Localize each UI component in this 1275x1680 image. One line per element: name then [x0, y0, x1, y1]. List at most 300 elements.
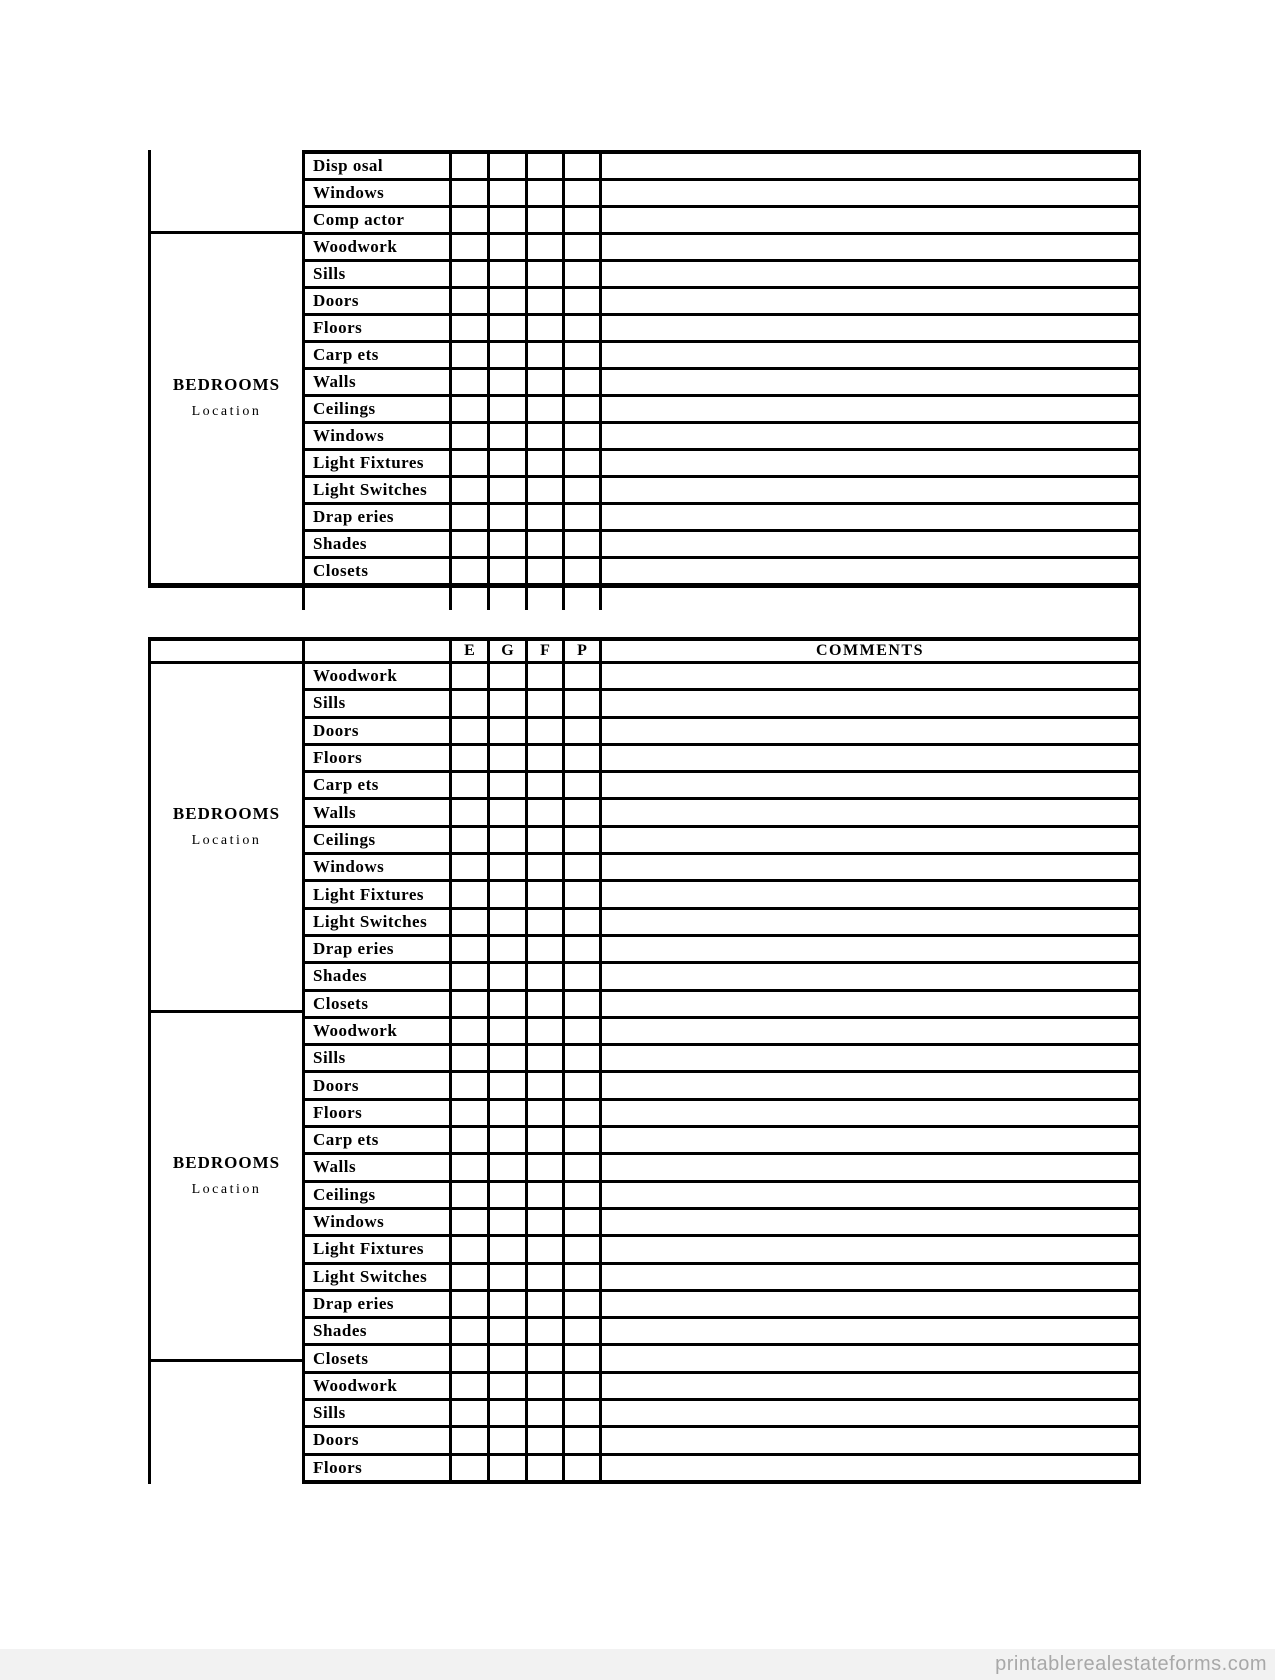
- rating-cell-f[interactable]: [528, 1237, 565, 1261]
- rating-cell-e[interactable]: [452, 343, 490, 367]
- rating-cell-f[interactable]: [528, 424, 565, 448]
- rating-cell-g[interactable]: [490, 208, 528, 232]
- rating-cell-f[interactable]: [528, 1346, 565, 1370]
- comments-cell[interactable]: [602, 316, 1141, 340]
- rating-cell-p[interactable]: [565, 992, 602, 1016]
- comments-cell[interactable]: [602, 882, 1141, 906]
- rating-cell-p[interactable]: [565, 800, 602, 824]
- rating-cell-g[interactable]: [490, 855, 528, 879]
- item-label: Shades: [302, 532, 452, 556]
- rating-cell-g[interactable]: [490, 1073, 528, 1097]
- rating-cell-g[interactable]: [490, 1019, 528, 1043]
- rating-cell-e[interactable]: [452, 1428, 490, 1452]
- item-label: Shades: [302, 964, 452, 988]
- rating-cell-g[interactable]: [490, 910, 528, 934]
- rating-cell-p[interactable]: [565, 773, 602, 797]
- table-row: [302, 1073, 1141, 1100]
- rating-cell-p[interactable]: [565, 208, 602, 232]
- comments-cell[interactable]: [602, 478, 1141, 502]
- comments-cell[interactable]: [602, 532, 1141, 556]
- rating-cell-g[interactable]: [490, 800, 528, 824]
- rating-cell-f[interactable]: [528, 800, 565, 824]
- comments-cell[interactable]: [602, 937, 1141, 961]
- rating-cell-g[interactable]: [490, 882, 528, 906]
- gridline-stub: [565, 588, 602, 610]
- rating-cell-e[interactable]: [452, 691, 490, 715]
- rating-cell-p[interactable]: [565, 1374, 602, 1398]
- rating-cell-e[interactable]: [452, 1073, 490, 1097]
- rating-cell-e[interactable]: [452, 1265, 490, 1289]
- item-label: Woodwork: [302, 1374, 452, 1398]
- item-label: Walls: [302, 1155, 452, 1179]
- comments-cell[interactable]: [602, 910, 1141, 934]
- rating-cell-g[interactable]: [490, 1319, 528, 1343]
- rating-cell-p[interactable]: [565, 262, 602, 286]
- rating-cell-e[interactable]: [452, 208, 490, 232]
- table-row: [302, 181, 1141, 208]
- rating-cell-f[interactable]: [528, 773, 565, 797]
- rating-cell-g[interactable]: [490, 343, 528, 367]
- rating-cell-p[interactable]: [565, 370, 602, 394]
- rating-cell-g[interactable]: [490, 532, 528, 556]
- comments-cell[interactable]: [602, 1155, 1141, 1179]
- rating-cell-g[interactable]: [490, 664, 528, 688]
- rating-cell-g[interactable]: [490, 1155, 528, 1179]
- rating-cell-p[interactable]: [565, 235, 602, 259]
- comments-cell[interactable]: [602, 397, 1141, 421]
- item-label: Woodwork: [302, 1019, 452, 1043]
- rating-cell-f[interactable]: [528, 451, 565, 475]
- comments-cell[interactable]: [602, 1374, 1141, 1398]
- rating-cell-f[interactable]: [528, 1456, 565, 1480]
- rating-cell-p[interactable]: [565, 910, 602, 934]
- item-label: Drap eries: [302, 505, 452, 529]
- rating-cell-g[interactable]: [490, 1237, 528, 1261]
- table-row: [302, 1346, 1141, 1373]
- comments-cell[interactable]: [602, 1265, 1141, 1289]
- rating-cell-e[interactable]: [452, 1237, 490, 1261]
- rating-cell-p[interactable]: [565, 1292, 602, 1316]
- comments-cell[interactable]: [602, 181, 1141, 205]
- rating-cell-p[interactable]: [565, 746, 602, 770]
- rating-cell-f[interactable]: [528, 262, 565, 286]
- comments-cell[interactable]: [602, 855, 1141, 879]
- comments-cell[interactable]: [602, 1319, 1141, 1343]
- rating-cell-p[interactable]: [565, 154, 602, 178]
- rating-cell-g[interactable]: [490, 478, 528, 502]
- comments-cell[interactable]: [602, 1346, 1141, 1370]
- rating-cell-e[interactable]: [452, 1155, 490, 1179]
- rating-cell-f[interactable]: [528, 1046, 565, 1070]
- rating-cell-p[interactable]: [565, 424, 602, 448]
- rating-cell-p[interactable]: [565, 828, 602, 852]
- rating-cell-e[interactable]: [452, 397, 490, 421]
- rating-cell-e[interactable]: [452, 1210, 490, 1234]
- table-row: [302, 370, 1141, 397]
- rating-cell-p[interactable]: [565, 1183, 602, 1207]
- rating-cell-p[interactable]: [565, 1265, 602, 1289]
- rating-cell-p[interactable]: [565, 1101, 602, 1125]
- rating-cell-e[interactable]: [452, 1456, 490, 1480]
- rating-cell-p[interactable]: [565, 719, 602, 743]
- rating-cell-g[interactable]: [490, 1128, 528, 1152]
- rating-cell-e[interactable]: [452, 478, 490, 502]
- rating-cell-g[interactable]: [490, 289, 528, 313]
- gridline-stub: [490, 588, 528, 610]
- table-row: [302, 664, 1141, 691]
- rating-cell-f[interactable]: [528, 1101, 565, 1125]
- rating-cell-e[interactable]: [452, 532, 490, 556]
- rating-cell-g[interactable]: [490, 964, 528, 988]
- item-label: Disp osal: [302, 154, 452, 178]
- item-label: Doors: [302, 1073, 452, 1097]
- rating-cell-e[interactable]: [452, 1019, 490, 1043]
- comments-cell[interactable]: [602, 370, 1141, 394]
- comments-cell[interactable]: [602, 964, 1141, 988]
- inspection-table-main: [148, 637, 1141, 1484]
- rating-cell-g[interactable]: [490, 559, 528, 583]
- rating-cell-e[interactable]: [452, 1292, 490, 1316]
- rating-cell-p[interactable]: [565, 1128, 602, 1152]
- rating-cell-g[interactable]: [490, 746, 528, 770]
- rating-cell-e[interactable]: [452, 181, 490, 205]
- rating-cell-e[interactable]: [452, 992, 490, 1016]
- rating-cell-p[interactable]: [565, 1019, 602, 1043]
- item-label: Shades: [302, 1319, 452, 1343]
- rating-cell-p[interactable]: [565, 855, 602, 879]
- rating-cell-g[interactable]: [490, 451, 528, 475]
- comments-cell[interactable]: [602, 992, 1141, 1016]
- rating-cell-p[interactable]: [565, 1346, 602, 1370]
- comments-cell[interactable]: [602, 1101, 1141, 1125]
- rating-cell-f[interactable]: [528, 828, 565, 852]
- rating-cell-f[interactable]: [528, 992, 565, 1016]
- rating-cell-e[interactable]: [452, 262, 490, 286]
- rating-cell-f[interactable]: [528, 1183, 565, 1207]
- rating-cell-p[interactable]: [565, 397, 602, 421]
- comments-cell[interactable]: [602, 505, 1141, 529]
- rating-cell-p[interactable]: [565, 664, 602, 688]
- rating-cell-f[interactable]: [528, 855, 565, 879]
- rating-cell-g[interactable]: [490, 424, 528, 448]
- comments-cell[interactable]: [602, 559, 1141, 583]
- rating-cell-f[interactable]: [528, 208, 565, 232]
- rating-cell-f[interactable]: [528, 478, 565, 502]
- table-row: [302, 1183, 1141, 1210]
- comments-cell[interactable]: [602, 1401, 1141, 1425]
- rating-cell-p[interactable]: [565, 1319, 602, 1343]
- rating-cell-p[interactable]: [565, 1073, 602, 1097]
- rating-cell-f[interactable]: [528, 397, 565, 421]
- rating-cell-e[interactable]: [452, 882, 490, 906]
- footer-bar: [0, 1649, 1275, 1680]
- rating-cell-p[interactable]: [565, 1237, 602, 1261]
- rating-cell-f[interactable]: [528, 719, 565, 743]
- rating-cell-e[interactable]: [452, 855, 490, 879]
- header-left-cell: [151, 641, 302, 664]
- rating-cell-f[interactable]: [528, 289, 565, 313]
- rating-cell-f[interactable]: [528, 964, 565, 988]
- rating-cell-e[interactable]: [452, 505, 490, 529]
- item-label: Closets: [302, 992, 452, 1016]
- rating-cell-e[interactable]: [452, 800, 490, 824]
- item-label: Light Fixtures: [302, 1237, 452, 1261]
- table-row: [302, 855, 1141, 882]
- comments-cell[interactable]: [602, 262, 1141, 286]
- comments-cell[interactable]: [602, 691, 1141, 715]
- rating-cell-g[interactable]: [490, 1374, 528, 1398]
- rating-cell-f[interactable]: [528, 505, 565, 529]
- rating-cell-f[interactable]: [528, 235, 565, 259]
- rating-cell-g[interactable]: [490, 1346, 528, 1370]
- rating-cell-g[interactable]: [490, 1101, 528, 1125]
- rating-cell-f[interactable]: [528, 370, 565, 394]
- rating-cell-p[interactable]: [565, 937, 602, 961]
- item-label: Windows: [302, 181, 452, 205]
- rating-cell-p[interactable]: [565, 1428, 602, 1452]
- rating-cell-f[interactable]: [528, 343, 565, 367]
- rating-cell-e[interactable]: [452, 746, 490, 770]
- rating-cell-e[interactable]: [452, 235, 490, 259]
- comments-cell[interactable]: [602, 154, 1141, 178]
- rating-cell-f[interactable]: [528, 1155, 565, 1179]
- rating-cell-p[interactable]: [565, 559, 602, 583]
- rating-cell-e[interactable]: [452, 719, 490, 743]
- rating-cell-e[interactable]: [452, 370, 490, 394]
- rating-cell-g[interactable]: [490, 691, 528, 715]
- rating-cell-e[interactable]: [452, 964, 490, 988]
- rating-cell-g[interactable]: [490, 262, 528, 286]
- rating-cell-f[interactable]: [528, 1210, 565, 1234]
- comments-cell[interactable]: [602, 1237, 1141, 1261]
- rating-cell-g[interactable]: [490, 370, 528, 394]
- rating-cell-p[interactable]: [565, 1210, 602, 1234]
- rating-cell-e[interactable]: [452, 424, 490, 448]
- rating-cell-g[interactable]: [490, 154, 528, 178]
- comments-cell[interactable]: [602, 208, 1141, 232]
- rating-cell-p[interactable]: [565, 882, 602, 906]
- rating-cell-f[interactable]: [528, 1292, 565, 1316]
- rating-cell-e[interactable]: [452, 1319, 490, 1343]
- table-row: [302, 1210, 1141, 1237]
- table-row: [302, 1456, 1141, 1480]
- rating-cell-f[interactable]: [528, 1374, 565, 1398]
- rating-cell-p[interactable]: [565, 964, 602, 988]
- rating-cell-g[interactable]: [490, 719, 528, 743]
- item-label: Light Fixtures: [302, 451, 452, 475]
- comments-cell[interactable]: [602, 746, 1141, 770]
- rating-cell-e[interactable]: [452, 1046, 490, 1070]
- comments-cell[interactable]: [602, 1428, 1141, 1452]
- rating-cell-f[interactable]: [528, 691, 565, 715]
- rating-cell-e[interactable]: [452, 828, 490, 852]
- table-row: [302, 800, 1141, 827]
- rating-cell-f[interactable]: [528, 1019, 565, 1043]
- comments-cell[interactable]: [602, 1183, 1141, 1207]
- comments-cell[interactable]: [602, 424, 1141, 448]
- rating-cell-e[interactable]: [452, 559, 490, 583]
- rating-cell-g[interactable]: [490, 397, 528, 421]
- rating-cell-g[interactable]: [490, 1428, 528, 1452]
- table-row: [302, 397, 1141, 424]
- comments-cell[interactable]: [602, 1128, 1141, 1152]
- section-sublabel: Location: [191, 404, 262, 419]
- rating-cell-f[interactable]: [528, 316, 565, 340]
- rating-cell-e[interactable]: [452, 1346, 490, 1370]
- rating-cell-p[interactable]: [565, 1456, 602, 1480]
- table-row: [302, 1319, 1141, 1346]
- comments-cell[interactable]: [602, 235, 1141, 259]
- item-label: Comp actor: [302, 208, 452, 232]
- header-fair: F: [528, 641, 565, 661]
- item-label: Floors: [302, 1101, 452, 1125]
- comments-cell[interactable]: [602, 1046, 1141, 1070]
- rating-cell-f[interactable]: [528, 910, 565, 934]
- header-good: G: [490, 641, 528, 661]
- rating-cell-e[interactable]: [452, 316, 490, 340]
- rating-cell-e[interactable]: [452, 910, 490, 934]
- item-label: Light Switches: [302, 910, 452, 934]
- rating-cell-g[interactable]: [490, 181, 528, 205]
- item-label: Carp ets: [302, 1128, 452, 1152]
- table-row: [302, 1237, 1141, 1264]
- item-label: Windows: [302, 1210, 452, 1234]
- rating-cell-e[interactable]: [452, 773, 490, 797]
- rating-cell-e[interactable]: [452, 1401, 490, 1425]
- rating-cell-f[interactable]: [528, 1319, 565, 1343]
- rating-cell-p[interactable]: [565, 532, 602, 556]
- table-row: [302, 992, 1141, 1019]
- table-row: [302, 691, 1141, 718]
- rating-cell-f[interactable]: [528, 746, 565, 770]
- rating-cell-g[interactable]: [490, 1183, 528, 1207]
- rating-cell-f[interactable]: [528, 181, 565, 205]
- comments-cell[interactable]: [602, 1019, 1141, 1043]
- item-label: Light Fixtures: [302, 882, 452, 906]
- rating-cell-e[interactable]: [452, 289, 490, 313]
- rating-cell-p[interactable]: [565, 289, 602, 313]
- table-row: [302, 451, 1141, 478]
- table-row: [302, 235, 1141, 262]
- rating-cell-p[interactable]: [565, 691, 602, 715]
- rating-cell-g[interactable]: [490, 773, 528, 797]
- comments-cell[interactable]: [602, 1456, 1141, 1480]
- rating-cell-g[interactable]: [490, 505, 528, 529]
- dangling-gridlines: [302, 588, 1141, 610]
- rating-cell-e[interactable]: [452, 154, 490, 178]
- item-rows: [302, 150, 1141, 583]
- item-label: Woodwork: [302, 664, 452, 688]
- rating-cell-p[interactable]: [565, 1046, 602, 1070]
- rating-cell-p[interactable]: [565, 316, 602, 340]
- item-label: Floors: [302, 316, 452, 340]
- rating-cell-g[interactable]: [490, 828, 528, 852]
- rating-cell-f[interactable]: [528, 937, 565, 961]
- item-label: Walls: [302, 800, 452, 824]
- comments-cell[interactable]: [602, 1210, 1141, 1234]
- rating-cell-p[interactable]: [565, 505, 602, 529]
- rating-cell-e[interactable]: [452, 1101, 490, 1125]
- item-label: Walls: [302, 370, 452, 394]
- rating-cell-g[interactable]: [490, 1292, 528, 1316]
- rating-cell-p[interactable]: [565, 451, 602, 475]
- rating-cell-e[interactable]: [452, 1374, 490, 1398]
- rating-cell-e[interactable]: [452, 937, 490, 961]
- table-row: [302, 1401, 1141, 1428]
- rating-cell-f[interactable]: [528, 532, 565, 556]
- item-label: Closets: [302, 1346, 452, 1370]
- rating-cell-f[interactable]: [528, 1128, 565, 1152]
- rating-cell-f[interactable]: [528, 1428, 565, 1452]
- table-row: [302, 746, 1141, 773]
- rating-cell-f[interactable]: [528, 559, 565, 583]
- table-row: [302, 532, 1141, 559]
- table-row: [302, 1046, 1141, 1073]
- rating-cell-g[interactable]: [490, 235, 528, 259]
- rating-cell-g[interactable]: [490, 937, 528, 961]
- rating-cell-f[interactable]: [528, 664, 565, 688]
- comments-cell[interactable]: [602, 828, 1141, 852]
- rating-cell-g[interactable]: [490, 1046, 528, 1070]
- comments-cell[interactable]: [602, 1073, 1141, 1097]
- item-label: Sills: [302, 262, 452, 286]
- rating-cell-f[interactable]: [528, 1073, 565, 1097]
- comments-cell[interactable]: [602, 664, 1141, 688]
- rating-cell-g[interactable]: [490, 316, 528, 340]
- item-label: Floors: [302, 746, 452, 770]
- rating-cell-f[interactable]: [528, 1265, 565, 1289]
- rating-cell-g[interactable]: [490, 1456, 528, 1480]
- table-row: [302, 478, 1141, 505]
- comments-cell[interactable]: [602, 1292, 1141, 1316]
- item-label: Drap eries: [302, 1292, 452, 1316]
- rating-cell-p[interactable]: [565, 478, 602, 502]
- comments-cell[interactable]: [602, 773, 1141, 797]
- item-label: Carp ets: [302, 773, 452, 797]
- header-excellent: E: [452, 641, 490, 661]
- comments-cell[interactable]: [602, 451, 1141, 475]
- gridline-stub: [452, 588, 490, 610]
- item-label: Carp ets: [302, 343, 452, 367]
- rating-cell-f[interactable]: [528, 1401, 565, 1425]
- rating-cell-f[interactable]: [528, 154, 565, 178]
- rating-cell-p[interactable]: [565, 181, 602, 205]
- item-label: Floors: [302, 1456, 452, 1480]
- rating-cell-p[interactable]: [565, 1401, 602, 1425]
- rating-cell-e[interactable]: [452, 451, 490, 475]
- rating-cell-g[interactable]: [490, 992, 528, 1016]
- rating-cell-e[interactable]: [452, 1183, 490, 1207]
- rating-cell-g[interactable]: [490, 1210, 528, 1234]
- table-row: [302, 937, 1141, 964]
- rating-cell-p[interactable]: [565, 343, 602, 367]
- table-row: [302, 1019, 1141, 1046]
- inspection-table-top: [148, 150, 1141, 588]
- comments-cell[interactable]: [602, 343, 1141, 367]
- comments-cell[interactable]: [602, 719, 1141, 743]
- rating-cell-g[interactable]: [490, 1401, 528, 1425]
- ratings-header-row: [302, 641, 1141, 664]
- comments-cell[interactable]: [602, 800, 1141, 824]
- rating-cell-e[interactable]: [452, 1128, 490, 1152]
- comments-cell[interactable]: [602, 289, 1141, 313]
- site-watermark: printablerealestateforms.com: [995, 1653, 1267, 1675]
- rating-cell-e[interactable]: [452, 664, 490, 688]
- item-label: Woodwork: [302, 235, 452, 259]
- rating-cell-g[interactable]: [490, 1265, 528, 1289]
- rating-cell-f[interactable]: [528, 882, 565, 906]
- rating-cell-p[interactable]: [565, 1155, 602, 1179]
